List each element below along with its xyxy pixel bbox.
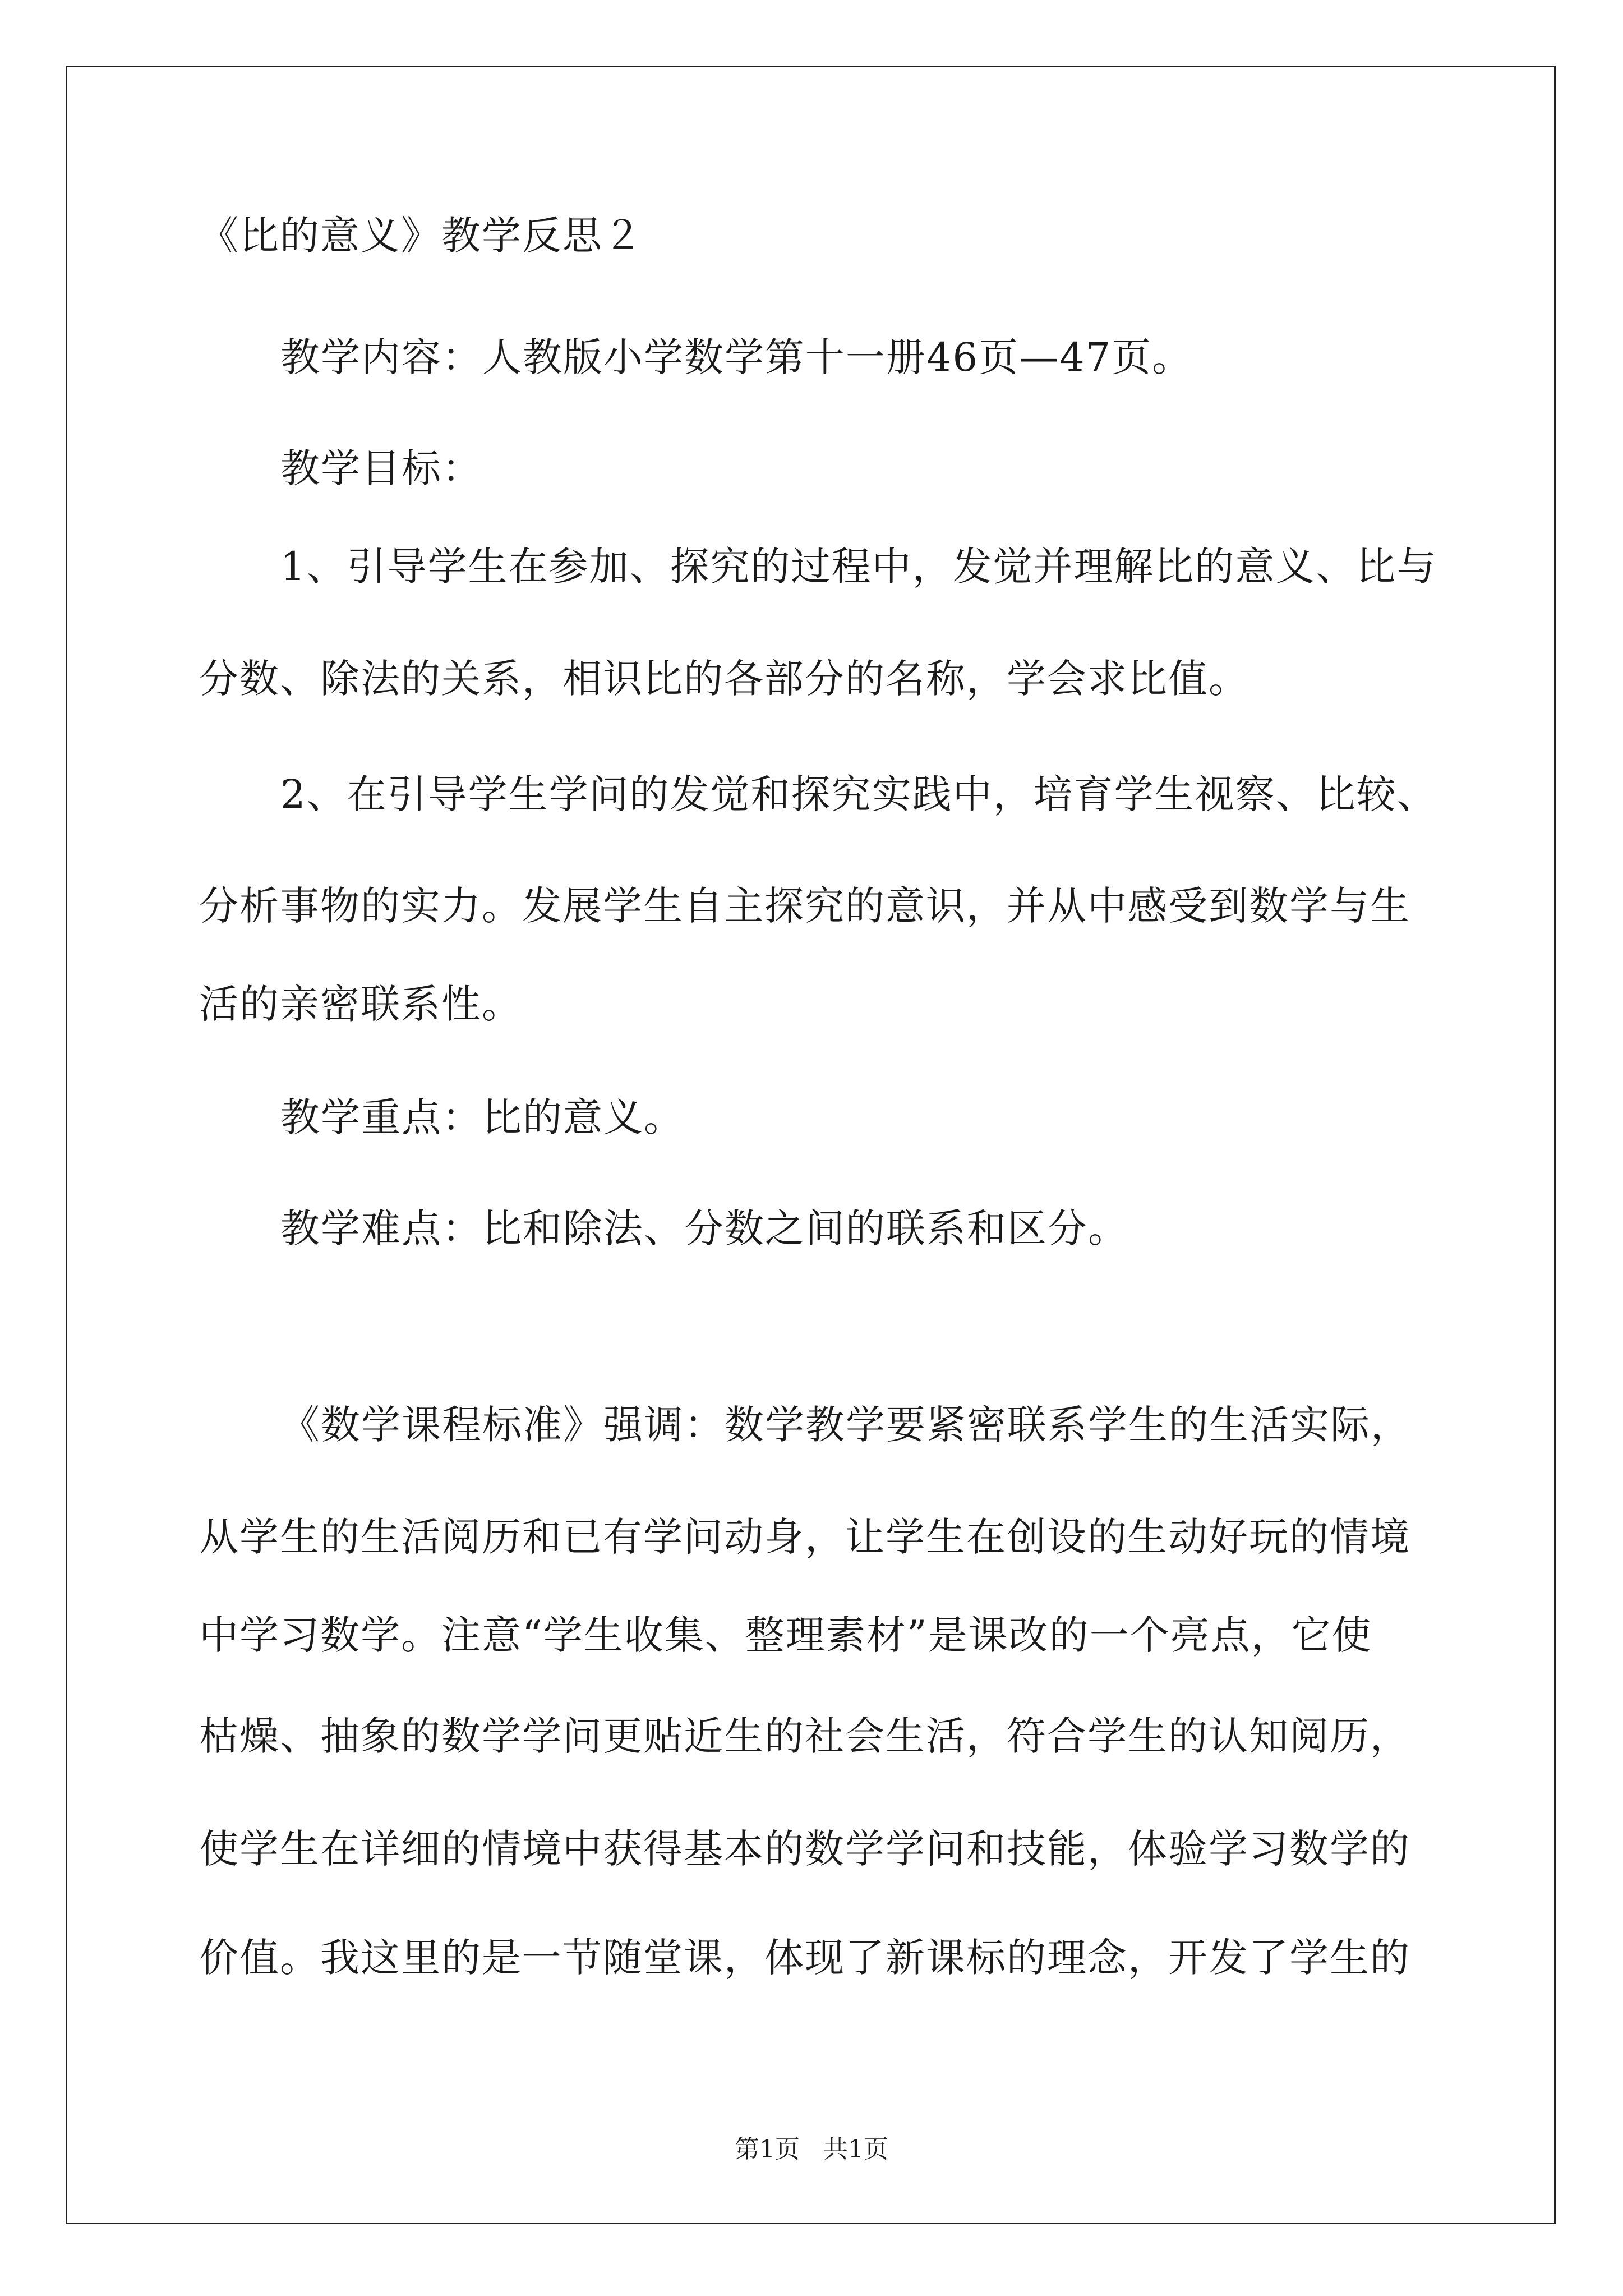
paragraph-line: 使学生在详细的情境中获得基本的数学学问和技能，体验学习数学的 [199,1826,1410,1872]
paragraph-line: 价值。我这里的是一节随堂课，体现了新课标的理念，开发了学生的 [199,1935,1410,1981]
page-footer: 第1页 共1页 [735,2135,888,2164]
paragraph-line: 分数、除法的关系，相识比的各部分的名称，学会求比值。 [199,656,1249,702]
paragraph-line: 教学目标： [280,445,482,491]
paragraph-line: 分析事物的实力。发展学生自主探究的意识，并从中感受到数学与生 [199,883,1410,929]
document-title: 《比的意义》教学反思２ [199,213,643,259]
paragraph-line: 教学内容：人教版小学数学第十一册46页—47页。 [280,334,1193,380]
paragraph-line: 活的亲密联系性。 [199,981,522,1027]
paragraph-line: 枯燥、抽象的数学学问更贴近生的社会生活，符合学生的认知阅历， [199,1713,1410,1759]
paragraph-line: 教学重点：比的意义。 [280,1094,684,1140]
paragraph-line: 教学难点：比和除法、分数之间的联系和区分。 [280,1205,1128,1251]
paragraph-line: 2、在引导学生学问的发觉和探究实践中，培育学生视察、比较、 [280,771,1437,817]
paragraph-line: 《数学课程标准》强调：数学教学要紧密联系学生的生活实际， [280,1402,1411,1448]
paragraph-line: 中学习数学。注意“学生收集、整理素材”是课改的一个亮点，它使 [199,1612,1372,1658]
paragraph-line: 1、引导学生在参加、探究的过程中，发觉并理解比的意义、比与 [280,544,1437,590]
paragraph-line: 从学生的生活阅历和已有学问动身，让学生在创设的生动好玩的情境 [199,1514,1410,1560]
